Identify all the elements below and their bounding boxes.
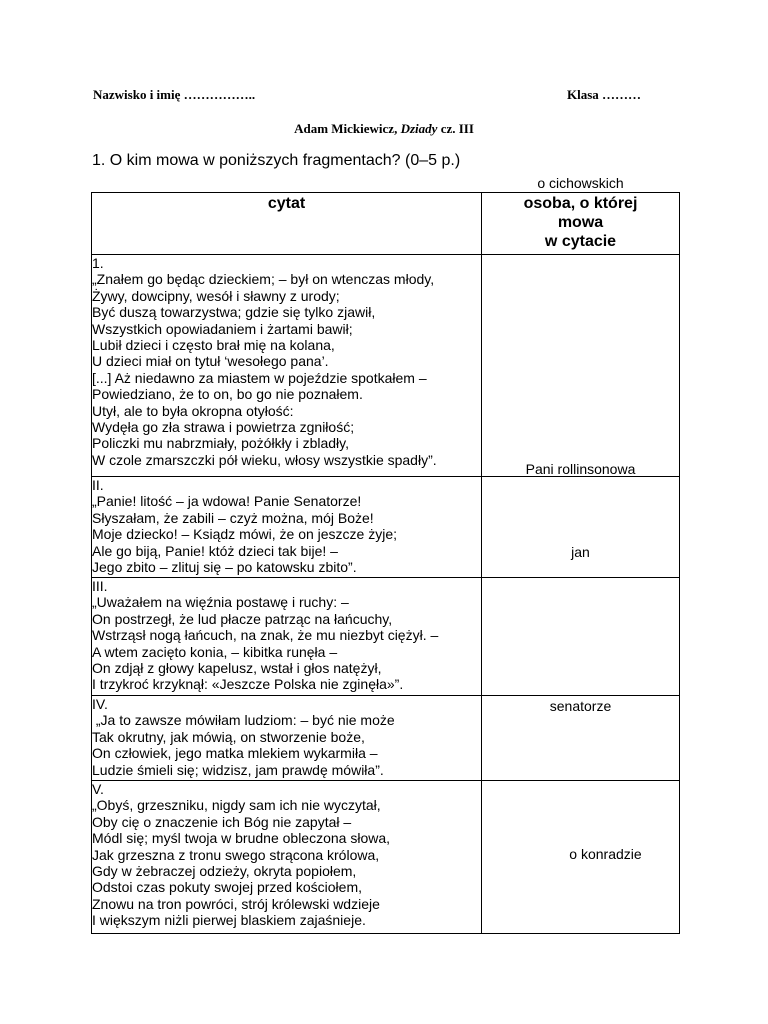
quote-cell: V. „Obyś, grzeszniku, nigdy sam ich nie wyczytał, Oby cię o znaczenie ich Bóg nie zapytał – Módl się; myśl twoja w brudne obleczona słowa, Jak grzeszna z tronu swego strącona królowa, Gdy w żebraczej odzieży, okryta popiołem, Odstoi czas pokuty swojej przed kościołem, Znowu na tron powróci, strój królewski wdzieje I większym niżli pierwej blaskiem zajaśnieje. bbox=[92, 781, 482, 934]
column-header-person-line2: mowa bbox=[557, 214, 604, 231]
column-header-person bbox=[482, 193, 680, 255]
quote-cell: II. „Panie! litość – ja wdowa! Panie Senatorze! Słyszałam, że zabili – czyż można, mój Boże! Moje dziecko! – Ksiądz mówi, że on jeszcze żyje; Ale go biją, Panie! któż dzieci tak bije! – Jego zbito – zlituj się – po katowsku zbito”. bbox=[92, 477, 482, 578]
title-part: cz. III bbox=[437, 121, 474, 136]
table-row bbox=[92, 696, 680, 781]
answer-text: o cichowskich bbox=[537, 175, 624, 191]
answer-text: senatorze bbox=[549, 698, 612, 714]
quote-cell: 1. „Znałem go będąc dzieckiem; – był on wtenczas młody, Żywy, dowcipny, wesół i sławny z urody; Być duszą towarzystwa; gdzie się tylko zjawił, Wszystkich opowiadaniem i żartami bawił; Lubił dzieci i często brał mię na kolana, U dzieci miał on tytuł ‘wesołego pana’. [...] Aż niedawno za miastem w pojeździe spotkałem – Powiedziano, że to on, bo go nie poznałem. Utył, ale to była okropna otyłość: Wydęła go zła strawa i powietrza zgniłość; Policzki mu nabrzmiały, pożółkły i zbladły, W czole zmarszczki pół wieku, włosy wszystkie spadły”. bbox=[92, 255, 482, 477]
title-work: Dziady bbox=[400, 121, 438, 136]
answer-text: jan bbox=[571, 544, 590, 560]
answer-cell[interactable] bbox=[482, 544, 680, 696]
answer-text: o konradzie bbox=[569, 846, 642, 862]
answer-text: Pani rollinsonowa bbox=[525, 461, 636, 477]
column-header-person-line3: w cytacie bbox=[544, 233, 617, 250]
table-header-row bbox=[92, 193, 680, 255]
column-header-person-line1: osoba, o której bbox=[523, 195, 638, 212]
column-header-quote: cytat bbox=[92, 193, 482, 255]
question-heading: 1. O kim mowa w poniższych fragmentach? (0–5 p.) bbox=[92, 152, 461, 169]
answer-cell[interactable] bbox=[482, 781, 680, 934]
class-field-label: Klasa ……… bbox=[567, 87, 642, 102]
quote-cell: IV. „Ja to zawsze mówiłam ludziom: – być nie może Tak okrutny, jak mówią, on stworzenie boże, On człowiek, jego matka mlekiem wykarmiła – Ludzie śmieli się; widzisz, jam prawdę mówiła”. bbox=[92, 696, 482, 781]
quote-table bbox=[91, 175, 680, 934]
document-title bbox=[0, 121, 768, 137]
answer-cell[interactable] bbox=[482, 461, 680, 578]
table-row bbox=[92, 477, 680, 578]
table-row bbox=[92, 781, 680, 934]
answer-cell[interactable] bbox=[482, 696, 680, 781]
table-row bbox=[92, 255, 680, 477]
table-row bbox=[92, 578, 680, 696]
quote-cell: III. „Uważałem na więźnia postawę i ruchy: – On postrzegł, że lud płacze patrząc na łańcuchy, Wstrząsł nogą łańcuch, na znak, że mu niezbyt ciężył. – A wtem zacięto konia, – kibitka runęła – On zdjął z głowy kapelusz, wstał i głos natężył, I trzykroć krzyknął: «Jeszcze Polska nie zginęła»”. bbox=[92, 578, 482, 696]
title-author: Adam Mickiewicz, bbox=[294, 121, 401, 136]
name-field-label: Nazwisko i imię …………….. bbox=[93, 87, 256, 102]
